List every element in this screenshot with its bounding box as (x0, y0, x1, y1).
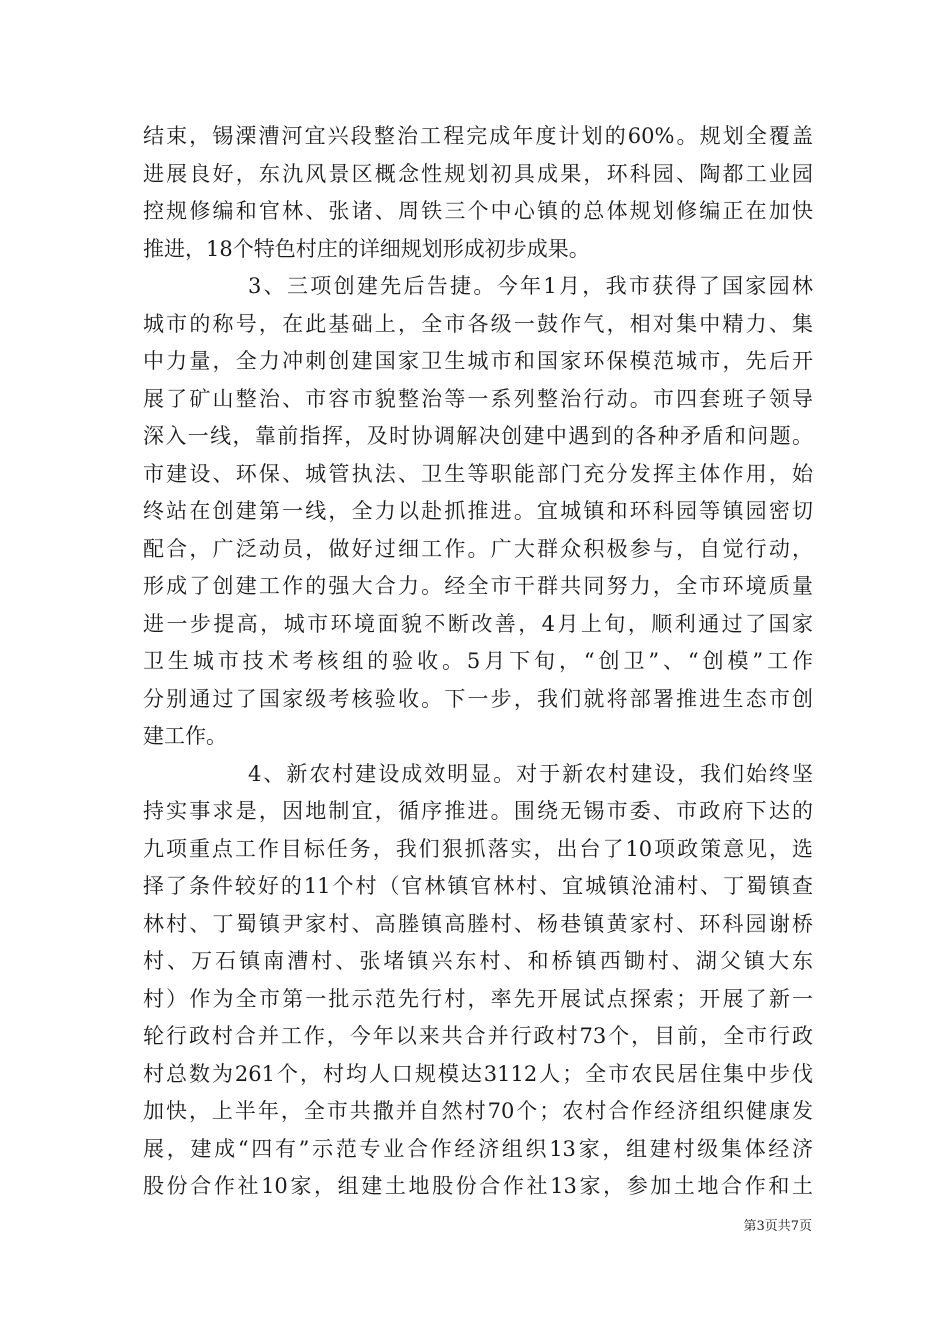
text-line: 九项重点工作目标任务，我们狠抓落实，出台了10项政策意见，选 (143, 836, 813, 861)
text-line: 终站在创建第一线，全力以赴抓推进。宜城镇和环科园等镇园密切 (143, 499, 813, 523)
text-line: 卫生城市技术考核组的验收。5月下旬，“创卫”、“创模”工作 (143, 649, 813, 673)
text-line: 结束，锡溧漕河宜兴段整治工程完成年度计划的60%。规划全覆盖 (143, 124, 813, 148)
text-line: 股份合作社10家，组建土地股份合作社13家，参加土地合作和土 (143, 1174, 813, 1198)
page-number-footer: 第3页共7页 (743, 1219, 812, 1234)
text-line: 进一步提高，城市环境面貌不断改善，4月上旬，顺利通过了国家 (143, 611, 813, 636)
text-line: 村总数为261个，村均人口规模达3112人；全市农民居住集中步伐 (143, 1061, 813, 1086)
text-line: 持实事求是，因地制宜，循序推进。围绕无锡市委、市政府下达的 (143, 799, 813, 823)
body-text (143, 118, 813, 1206)
text-line: 建工作。 (143, 724, 227, 748)
section-heading-line: 4、新农村建设成效明显。对于新农村建设，我们始终坚 (248, 761, 813, 786)
text-line: 形成了创建工作的强大合力。经全市干群共同努力，全市环境质量 (143, 574, 813, 598)
text-line: 市建设、环保、城管执法、卫生等职能部门充分发挥主体作用，始 (143, 461, 813, 486)
text-line: 分别通过了国家级考核验收。下一步，我们就将部署推进生态市创 (143, 686, 813, 711)
text-line: 择了条件较好的11个村（官林镇官林村、宜城镇沧浦村、丁蜀镇查 (143, 874, 813, 898)
text-line: 中力量，全力冲刺创建国家卫生城市和国家环保模范城市，先后开 (143, 349, 813, 373)
text-line: 村、万石镇南漕村、张堵镇兴东村、和桥镇西锄村、湖父镇大东 (143, 949, 813, 973)
text-line: 轮行政村合并工作，今年以来共合并行政村73个，目前，全市行政 (143, 1024, 813, 1048)
text-line: 村）作为全市第一批示范先行村，率先开展试点探索；开展了新一 (143, 986, 813, 1011)
text-line: 城市的称号，在此基础上，全市各级一鼓作气，相对集中精力、集 (143, 311, 813, 336)
text-line: 控规修编和官林、张诸、周铁三个中心镇的总体规划修编正在加快 (143, 199, 813, 223)
text-line: 林村、丁蜀镇尹家村、高塍镇高塍村、杨巷镇黄家村、环科园谢桥 (143, 911, 813, 936)
text-line: 配合，广泛动员，做好过细工作。广大群众积极参与，自觉行动， (143, 536, 813, 561)
text-line: 深入一线，靠前指挥，及时协调解决创建中遇到的各种矛盾和问题。 (143, 424, 813, 448)
text-line: 展，建成“四有”示范专业合作经济组织13家，组建村级集体经济 (143, 1136, 813, 1161)
section-heading-line: 3、三项创建先后告捷。今年1月，我市获得了国家园林 (248, 274, 813, 298)
text-line: 推进，18个特色村庄的详细规划形成初步成果。 (143, 236, 590, 261)
text-line: 展了矿山整治、市容市貌整治等一系列整治行动。市四套班子领导 (143, 386, 813, 411)
text-line: 进展良好，东氿风景区概念性规划初具成果，环科园、陶都工业园 (143, 161, 813, 186)
text-line: 加快，上半年，全市共撒并自然村70个；农村合作经济组织健康发 (143, 1099, 813, 1123)
